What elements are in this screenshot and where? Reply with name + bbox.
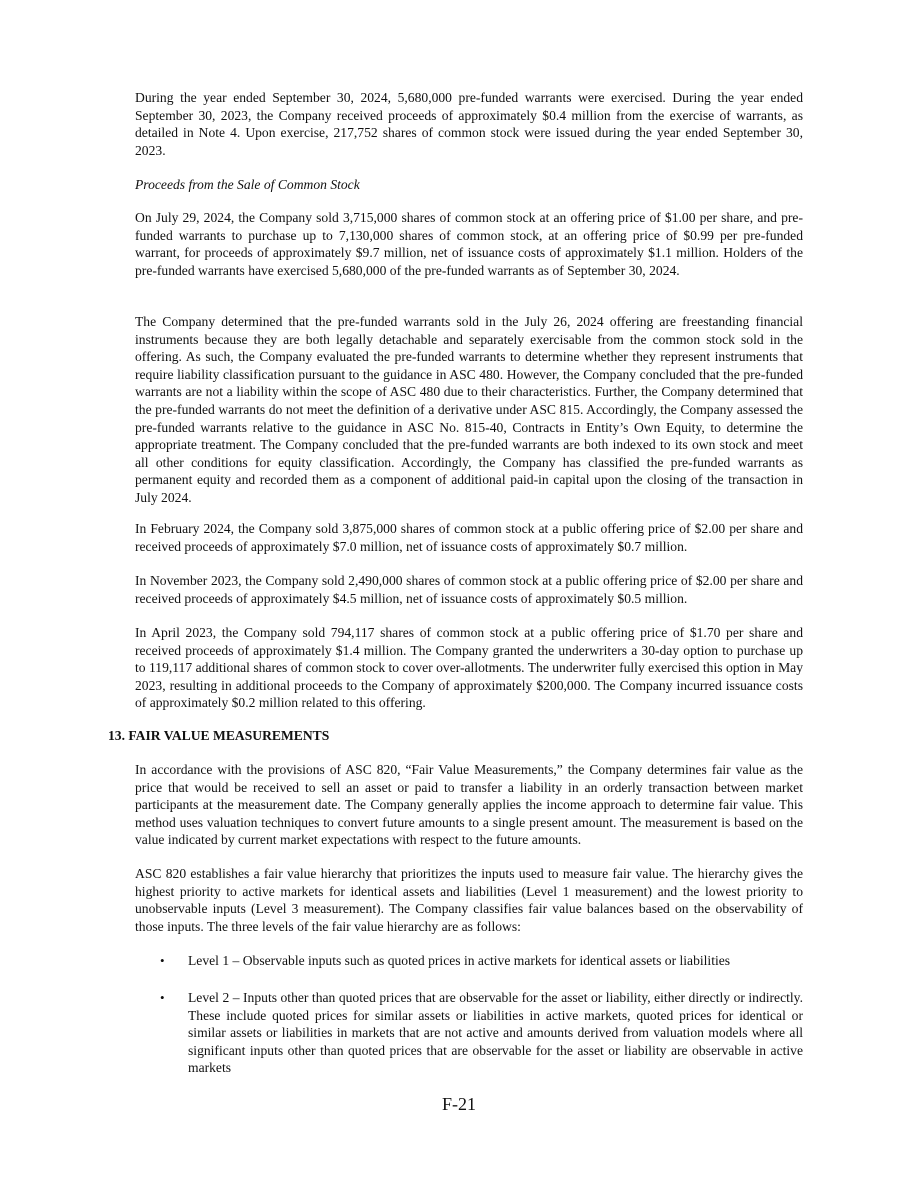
subheading-proceeds-from-sale: Proceeds from the Sale of Common Stock — [135, 177, 360, 192]
bullet-dot-icon: • — [160, 990, 165, 1005]
list-item-text: Level 1 – Observable inputs such as quoted prices in active markets for identical assets or liabilities — [188, 953, 731, 968]
paragraph-april-2023-offering: In April 2023, the Company sold 794,117 shares of common stock at a public offering price of $1.70 per share and received proceeds of approximately $1.4 million. The Company granted the underwriters a 30-day option to purchase up to 119,117 additional shares of common stock to cover over-allotments. The underwriter fully exercised this option in May 2023, resulting in additional proceeds to the Company of approximately $200,000. The Company incurred issuance costs of approximately $0.2 million related to this offering. — [135, 625, 803, 711]
section-heading-fair-value: 13. FAIR VALUE MEASUREMENTS — [108, 728, 330, 743]
page-number: F-21 — [441, 1094, 476, 1114]
paragraph-february-2024-offering: In February 2024, the Company sold 3,875,000 shares of common stock at a public offering price of $2.00 per share and received proceeds of approximately $7.0 million, net of issuance costs of approximately $0.7 million. — [135, 521, 803, 554]
list-item-text: Level 2 – Inputs other than quoted prices that are observable for the asset or liability, either directly or indirectly. These include quoted prices for similar assets or liabilities in active markets, quoted prices for identical or similar assets or liabilities in markets that are not active and amounts derived from valuation models where all significant inputs other than quoted prices that are observable for the asset or liability are observable in active markets — [188, 990, 803, 1076]
paragraph-prefunded-warrants-determination: The Company determined that the pre-funded warrants sold in the July 26, 2024 offering are freestanding financial instruments because they are both legally detachable and separately exercisable from the common stock sold in the offering. As such, the Company evaluated the pre-funded warrants to determine whether they represent instruments that require liability classification pursuant to the guidance in ASC 480. However, the Company concluded that the pre-funded warrants are not a liability within the scope of ASC 480 due to their characteristics. Further, the Company determined that the pre-funded warrants do not meet the definition of a derivative under ASC 815. Accordingly, the Company assessed the pre-funded warrants relative to the guidance in ASC No. 815-40, Contracts in Entity’s Own Equity, to determine the appropriate treatment. The Company concluded that the pre-funded warrants are both indexed to its own stock and meet all other conditions for equity classification. Accordingly, the Company has classified the pre-funded warrants as permanent equity and recorded them as a component of additional paid-in capital upon the closing of the transaction in July 2024. — [135, 314, 803, 505]
paragraph-november-2023-offering: In November 2023, the Company sold 2,490,000 shares of common stock at a public offering price of $2.00 per share and received proceeds of approximately $4.5 million, net of issuance costs of approximately $0.5 million. — [135, 573, 803, 606]
paragraph-asc820-definition: In accordance with the provisions of ASC 820, “Fair Value Measurements,” the Company determines fair value as the price that would be received to sell an asset or paid to transfer a liability in an orderly transaction between market participants at the measurement date. The Company generally applies the income approach to determine fair value. This method uses valuation techniques to convert future amounts to a single present amount. The measurement is based on the value indicated by current market expectations with respect to the future amounts. — [135, 762, 803, 848]
paragraph-warrants-exercised: During the year ended September 30, 2024, 5,680,000 pre-funded warrants were exercised. During the year ended September 30, 2023, the Company received proceeds of approximately $0.4 million from the exercise of warrants, as detailed in Note 4. Upon exercise, 217,752 shares of common stock were issued during the year ended September 30, 2023. — [135, 90, 803, 158]
paragraph-july-2024-offering: On July 29, 2024, the Company sold 3,715,000 shares of common stock at an offering price of $1.00 per share, and pre-funded warrants to purchase up to 7,130,000 shares of common stock, at an offering price of $0.99 per pre-funded warrant, for proceeds of approximately $9.7 million, net of issuance costs of approximately $1.1 million. Holders of the pre-funded warrants have exercised 5,680,000 of the pre-funded warrants as of September 30, 2024. — [135, 210, 803, 278]
paragraph-asc820-hierarchy: ASC 820 establishes a fair value hierarchy that prioritizes the inputs used to measure fair value. The hierarchy gives the highest priority to active markets for identical assets and liabilities (Level 1 measurement) and the lowest priority to unobservable inputs (Level 3 measurement). The Company classifies fair value balances based on the observability of those inputs. The three levels of the fair value hierarchy are as follows: — [135, 866, 803, 934]
bullet-dot-icon: • — [160, 953, 165, 968]
